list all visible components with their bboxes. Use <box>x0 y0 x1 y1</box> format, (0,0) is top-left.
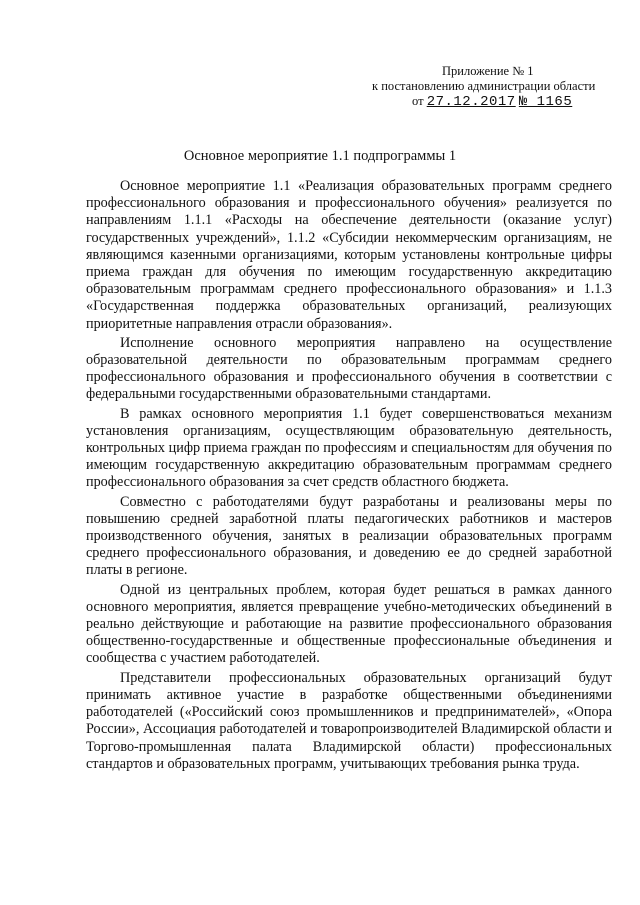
body-text <box>86 178 612 775</box>
paragraph-4: Совместно с работодателями будут разработаны и реализованы меры по повышению средней заработной платы педагогических работников и мастеров производственного обучения, занятых в реализации образовательных программ среднего профессионального образования, и доведению ее до средней заработной платы в регионе. <box>86 493 612 579</box>
appendix-decree-reference: к постановлению администрации области <box>372 79 596 93</box>
appendix-label: Приложение № 1 <box>442 64 534 78</box>
section-title: Основное мероприятие 1.1 подпрограммы 1 <box>183 148 457 164</box>
paragraph-2: Исполнение основного мероприятия направлено на осуществление образовательной деятельности по образовательным программам среднего профессионального образования и профессионального обучения в соответствии с федеральными государственными образовательными стандартами. <box>86 334 612 403</box>
paragraph-6: Представители профессиональных образовательных организаций будут принимать активное участие в разработке общественными объединениями работодателей («Российский союз промышленников и предпринимателей», «Опора России», Ассоциация работодателей и товаропроизводителей Владимирской области и Торгово-промышленная палата Владимирской области) профессиональных стандартов и образовательных программ, учитывающих требования рынка труда. <box>86 669 612 772</box>
paragraph-3: В рамках основного мероприятия 1.1 будет совершенствоваться механизм установления организациям, осуществляющим образовательную деятельность, контрольных цифр приема граждан по профессиям и специальностям для обучения по имеющим государственную аккредитацию образовательным программам среднего профессионального образования за счет средств областного бюджета. <box>86 405 612 491</box>
decree-number: № 1165 <box>518 94 573 110</box>
paragraph-5: Одной из центральных проблем, которая будет решаться в рамках данного основного мероприятия, является превращение учебно-методических объединений в реально действующие и работающие на развитие профессионального образования общественно-государственные и общественные профессиональные объединения и сообщества с участием работодателей. <box>86 581 612 667</box>
appendix-header <box>372 64 612 110</box>
paragraph-1: Основное мероприятие 1.1 «Реализация образовательных программ среднего профессионального образования и профессионального обучения» реализуется по направлениям 1.1.1 «Расходы на обеспечение деятельности (оказание услуг) государственных учреждений», 1.1.2 «Субсидии некоммерческим организациям, не являющимся казенными организациями, которым установлены контрольные цифры приема граждан для обучения по имеющим государственную аккредитацию образовательным программам среднего профессионального образования» и 1.1.3 «Государственная поддержка образовательных организаций, реализующих приоритетные направления отрасли образования». <box>86 178 612 332</box>
date-prefix: от <box>412 94 424 108</box>
appendix-date-line <box>372 94 612 110</box>
decree-date: 27.12.2017 <box>426 94 516 110</box>
